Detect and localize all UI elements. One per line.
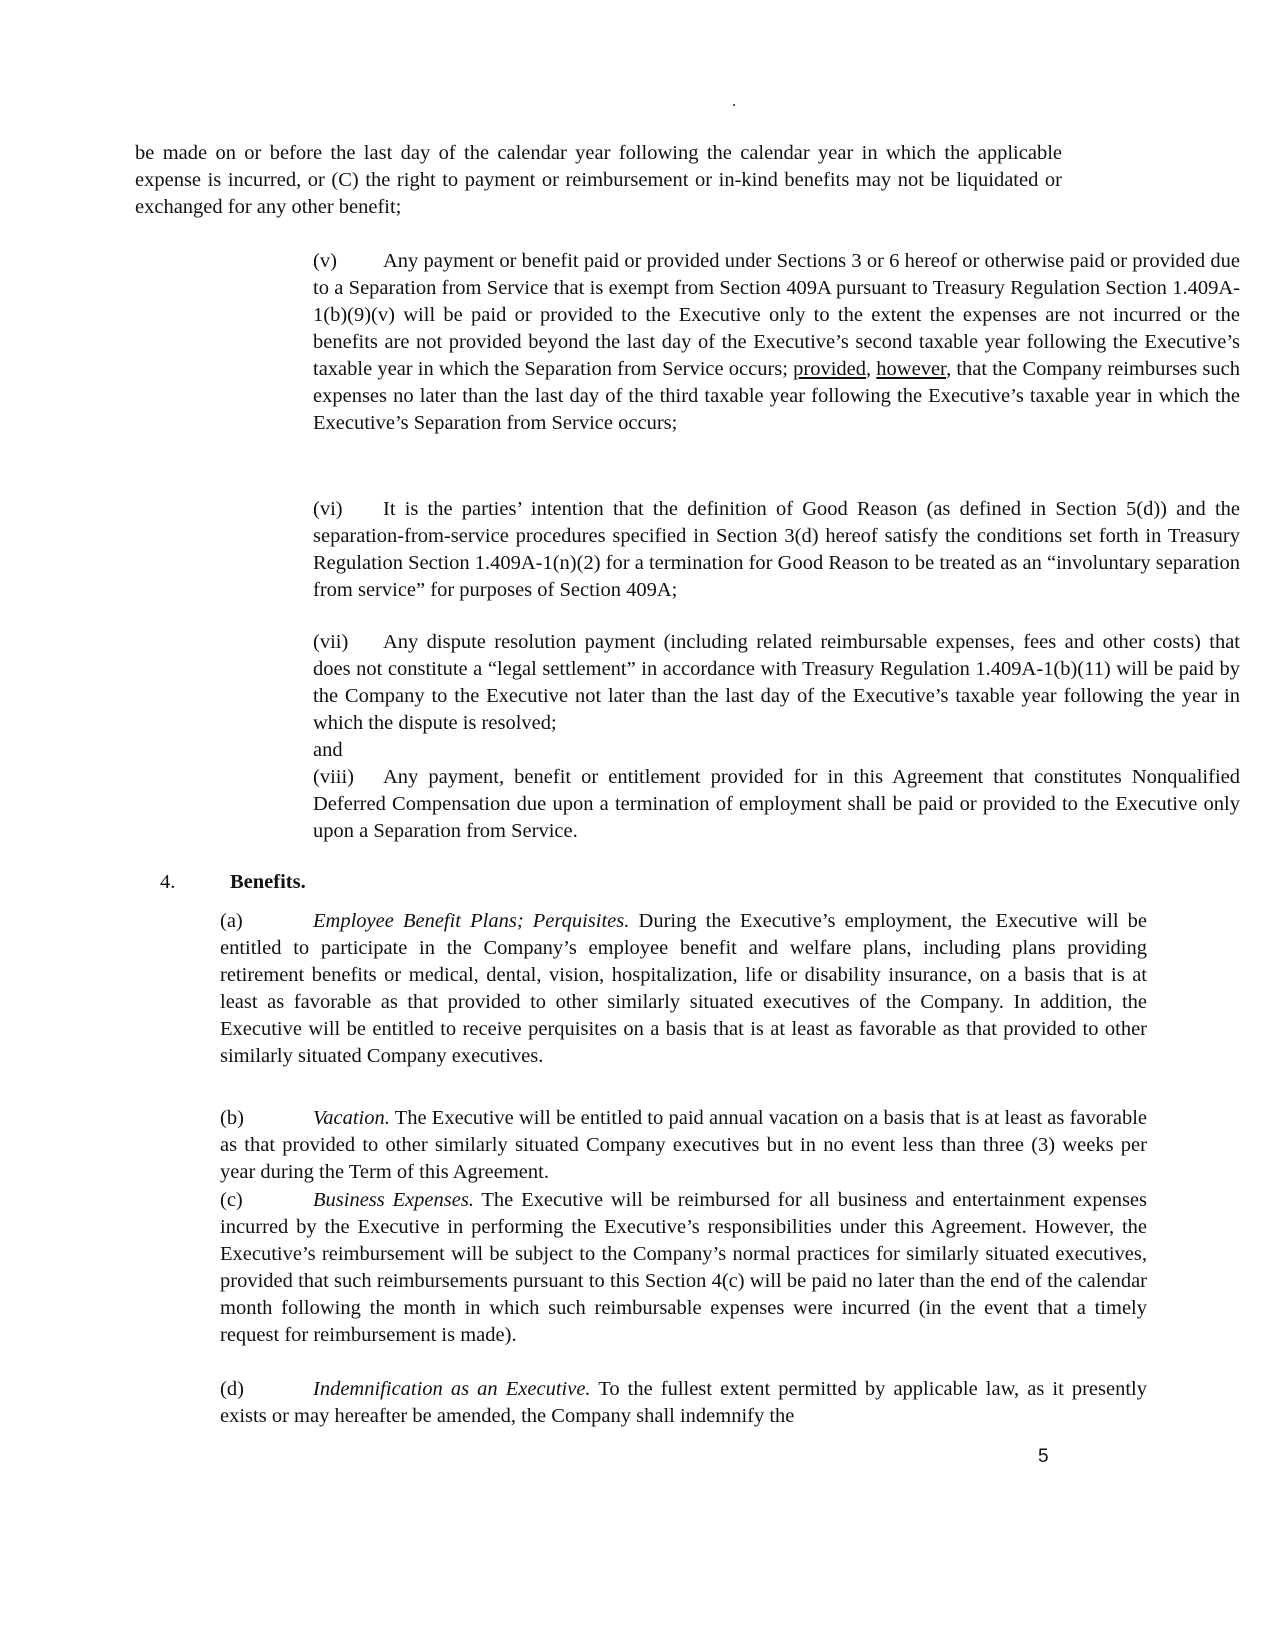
underlined-term: however [876, 358, 947, 380]
section-heading [160, 869, 306, 896]
subsection-text: During the Executive’s employment, the Executive will be entitled to participate in the Company’s employee benefit and welfare plans, including plans providing retirement benefits or medical, dental, vision, hospitalization, life or disability insurance, on a basis that is at least as favorable as that provided to other similarly situated executives of the Company. In addition, the Executive will be entitled to receive perquisites on a basis that is at least as favorable as that provided to other similarly situated Company executives. [220, 910, 1147, 1067]
subsection-title: Employee Benefit Plans; Perquisites. [313, 910, 630, 932]
clause-text: , that the Company reimburses such expenses no later than the last day of the third taxable year following the Executive’s taxable year in which the Executive’s Separation from Service occurs; [313, 358, 1240, 434]
page-number: 5 [1038, 1446, 1049, 1467]
paragraph-vi [135, 496, 1240, 604]
subsection-label: (d) [220, 1378, 244, 1400]
clause-label: (viii) [313, 766, 354, 788]
subsection-title: Indemnification as an Executive. [313, 1378, 591, 1400]
paragraph-vii [135, 629, 1240, 764]
subsection-text: To the fullest extent permitted by applicable law, as it presently exists or may hereafter be amended, the Company shall indemnify the [220, 1378, 1147, 1427]
clause-text: Any payment, benefit or entitlement provided for in this Agreement that constitutes Nonqualified Deferred Compensation due upon a termination of employment shall be paid or provided to the Executive only upon a Separation from Service. [313, 766, 1240, 842]
clause-text: Any dispute resolution payment (including related reimbursable expenses, fees and other costs) that does not constitute a “legal settlement” in accordance with Treasury Regulation 1.409A-1(b)(11) will be paid by the Company to the Executive not later than the last day of the Executive’s taxable year following the year in which the dispute is resolved; [313, 631, 1240, 734]
clause-text: , [866, 358, 877, 380]
subsection-title: Vacation. [313, 1107, 390, 1129]
subsection-label: (b) [220, 1107, 244, 1129]
clause-text: It is the parties’ intention that the definition of Good Reason (as defined in Section 5(d)) and the separation-from-service procedures specified in Section 3(d) hereof satisfy the conditions set forth in Treasury Regulation Section 1.409A-1(n)(2) for a termination for Good Reason to be treated as an “involuntary separation from service” for purposes of Section 409A; [313, 498, 1240, 601]
subsection-d [135, 1376, 1147, 1430]
paragraph-viii [135, 764, 1240, 845]
subsection-text: The Executive will be entitled to paid annual vacation on a basis that is at least as favorable as that provided to other similarly situated Company executives but in no event less than three (3) weeks per year during the Term of this Agreement. [220, 1107, 1147, 1183]
paragraph-v [135, 248, 1240, 437]
subsection-b [135, 1105, 1147, 1186]
subsection-text: The Executive will be reimbursed for all business and entertainment expenses incurred by the Executive in performing the Executive’s responsibilities under this Agreement. However, the Executive’s reimbursement will be subject to the Company’s normal practices for similarly situated executives, provided that such reimbursements pursuant to this Section 4(c) will be paid no later than the end of the calendar month following the month in which such reimbursable expenses were incurred (in the event that a timely request for reimbursement is made). [220, 1189, 1147, 1346]
clause-label: (vii) [313, 631, 349, 653]
subsection-label: (c) [220, 1189, 243, 1211]
scan-speck [733, 104, 735, 106]
paragraph-continuation: be made on or before the last day of the calendar year following the calendar year in which the applicable expense is incurred, or (C) the right to payment or reimbursement or in-kind benefits may not be liquidated or exchanged for any other benefit; [135, 142, 1062, 218]
subsection-c [135, 1187, 1147, 1349]
subsection-title: Business Expenses. [313, 1189, 474, 1211]
section-title: Benefits. [230, 871, 306, 893]
subsection-a [135, 908, 1147, 1070]
section-number: 4. [160, 871, 176, 893]
subsection-label: (a) [220, 910, 243, 932]
clause-conjunction: and [313, 739, 343, 761]
clause-label: (v) [313, 250, 337, 272]
underlined-term: provided [793, 358, 867, 380]
clause-label: (vi) [313, 498, 343, 520]
clause-text: Any payment or benefit paid or provided under Sections 3 or 6 hereof or otherwise paid or provided due to a Separation from Service that is exempt from Section 409A pursuant to Treasury Regulation Section 1.409A-1(b)(9)(v) will be paid or provided to the Executive only to the extent the expenses are not incurred or the benefits are not provided beyond the last day of the Executive’s second taxable year following the Executive’s taxable year in which the Separation from Service occurs; [313, 250, 1240, 380]
